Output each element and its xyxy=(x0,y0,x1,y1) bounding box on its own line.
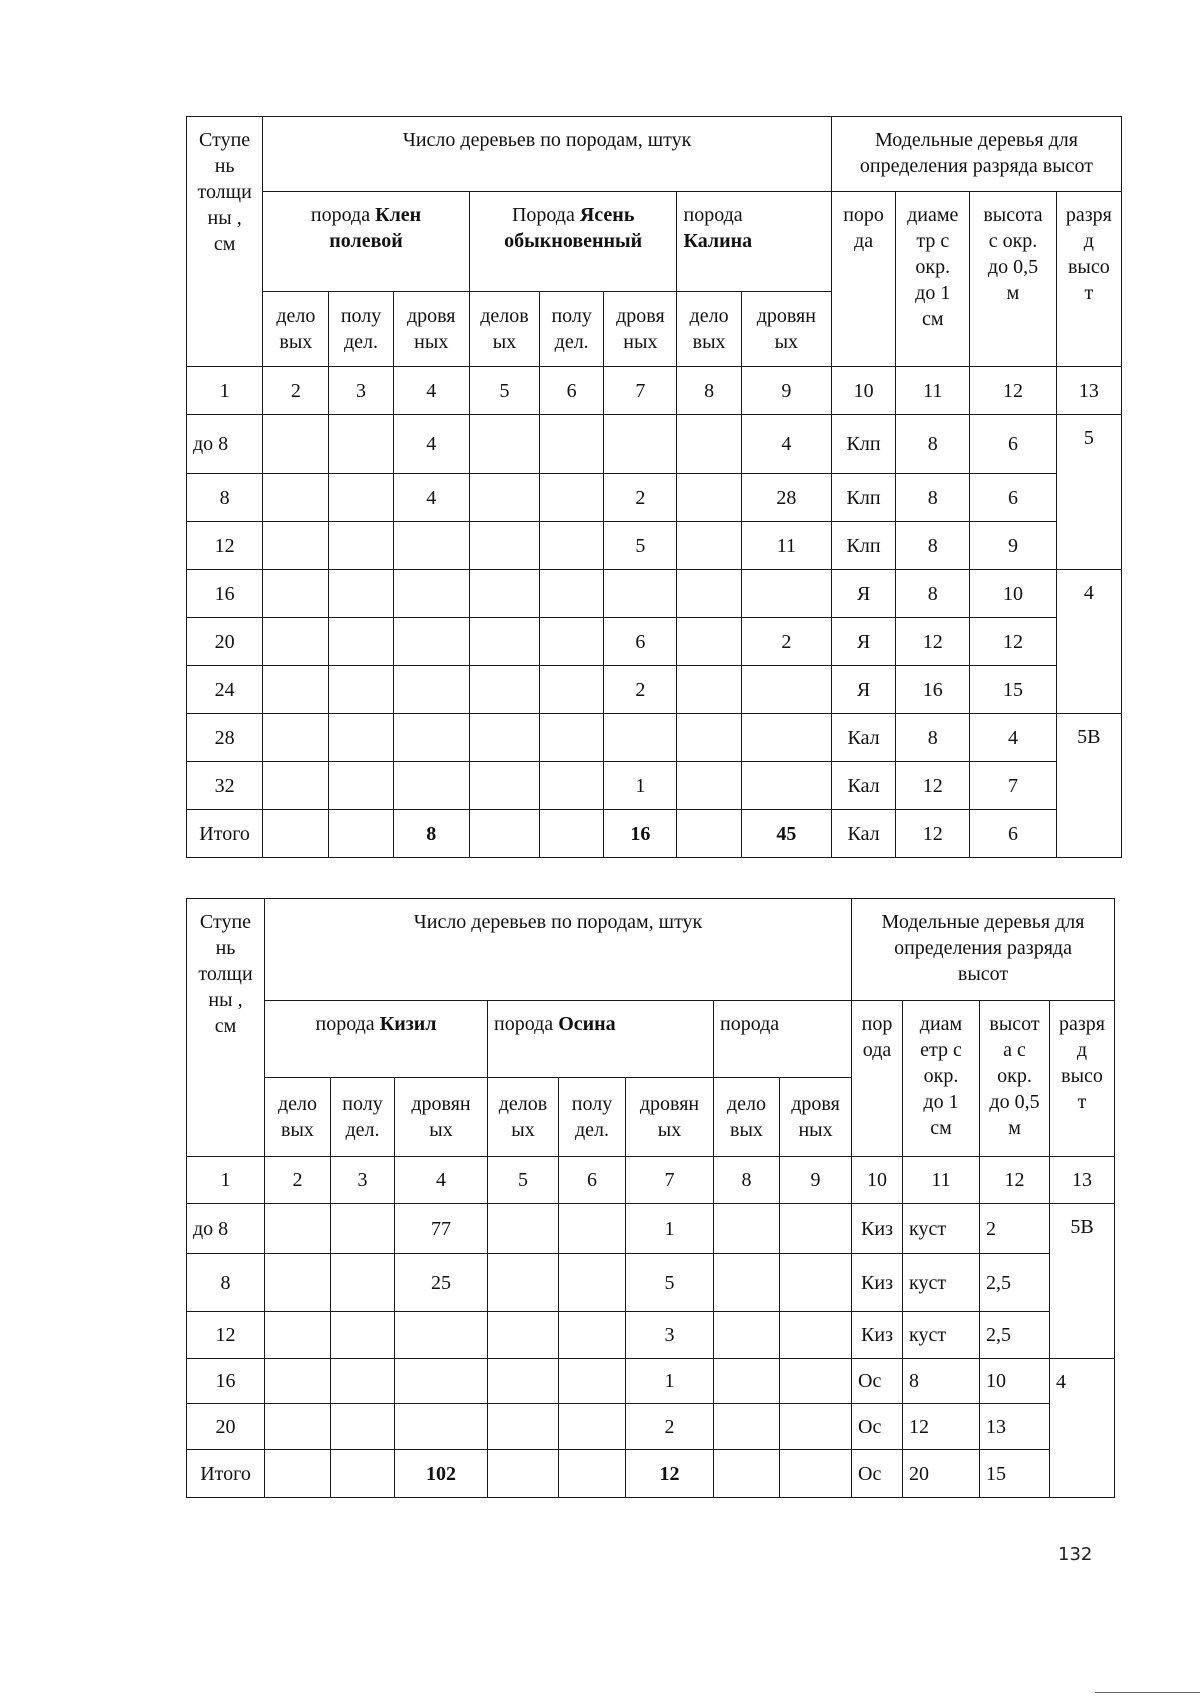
column-number: 13 xyxy=(1050,1157,1115,1204)
cell: 2 xyxy=(626,1404,714,1450)
model-diameter-header: диаме тр с окр. до 1 см xyxy=(896,192,970,367)
total-cell: 102 xyxy=(395,1450,488,1498)
column-number: 12 xyxy=(980,1157,1050,1204)
model-height-header: высот а с окр. до 0,5 м xyxy=(980,1001,1050,1157)
thickness-step-header: Ступе нь толщи ны , см xyxy=(187,899,265,1157)
cell: 24 xyxy=(187,666,263,714)
sub-header-firewood: дровя ных xyxy=(393,292,469,367)
cell: Я xyxy=(831,570,895,618)
cell xyxy=(469,474,539,522)
cell: 8 xyxy=(896,570,970,618)
model-trees-header: Модельные деревья для определения разряда высот xyxy=(831,117,1121,192)
column-number-row xyxy=(187,1157,1115,1204)
cell xyxy=(540,666,604,714)
cell: 8 xyxy=(896,474,970,522)
thickness-step-header: Ступе нь толщи ны , см xyxy=(187,117,263,367)
cell: 1 xyxy=(626,1204,714,1254)
cell: Киз xyxy=(852,1312,903,1359)
cell xyxy=(263,618,329,666)
cell xyxy=(714,1359,780,1404)
total-cell: 12 xyxy=(626,1450,714,1498)
cell: 1 xyxy=(626,1359,714,1404)
cell: куст xyxy=(903,1254,980,1312)
tree-count-table-2 xyxy=(186,898,1115,1498)
column-number: 13 xyxy=(1056,367,1121,415)
species-viburnum-header: порода Калина xyxy=(677,192,831,292)
cell xyxy=(488,1404,559,1450)
species-maple-header: порода Клен полевой xyxy=(263,192,470,292)
trees-count-header: Число деревьев по породам, штук xyxy=(263,117,832,192)
cell xyxy=(780,1359,852,1404)
cell xyxy=(263,810,329,858)
cell: 6 xyxy=(604,618,677,666)
cell: Клп xyxy=(831,522,895,570)
cell xyxy=(780,1204,852,1254)
cell: 16 xyxy=(187,1359,265,1404)
model-trees-header: Модельные деревья для определения разряда высот xyxy=(852,899,1115,1001)
cell: 12 xyxy=(896,810,970,858)
cell xyxy=(540,714,604,762)
column-number: 10 xyxy=(831,367,895,415)
cell xyxy=(714,1404,780,1450)
cell xyxy=(714,1204,780,1254)
cell: 15 xyxy=(970,666,1056,714)
model-height-header: высота с окр. до 0,5 м xyxy=(970,192,1056,367)
model-species-header: поро да xyxy=(831,192,895,367)
height-class-cell: 5 xyxy=(1056,415,1121,570)
cell: 12 xyxy=(896,618,970,666)
cell: 5 xyxy=(626,1254,714,1312)
cell: 12 xyxy=(187,1312,265,1359)
cell xyxy=(741,666,831,714)
column-number: 5 xyxy=(488,1157,559,1204)
cell: Клп xyxy=(831,474,895,522)
sub-header-semibusiness: полу дел. xyxy=(559,1078,626,1157)
cell xyxy=(469,810,539,858)
cell: 20 xyxy=(903,1450,980,1498)
cell xyxy=(677,522,741,570)
species-aspen-header: порода Осина xyxy=(488,1001,714,1078)
cell: 6 xyxy=(970,415,1056,474)
cell xyxy=(469,415,539,474)
cell xyxy=(331,1204,395,1254)
cell: 2 xyxy=(741,618,831,666)
cell: до 8 xyxy=(187,1204,265,1254)
cell: 4 xyxy=(970,714,1056,762)
sub-header-business: делов ых xyxy=(469,292,539,367)
cell xyxy=(395,1312,488,1359)
cell: 5 xyxy=(604,522,677,570)
column-number: 6 xyxy=(540,367,604,415)
cell xyxy=(540,522,604,570)
cell xyxy=(263,415,329,474)
total-cell: 16 xyxy=(604,810,677,858)
cell xyxy=(559,1254,626,1312)
cell xyxy=(393,762,469,810)
cell: 12 xyxy=(896,762,970,810)
sub-header-firewood: дровян ых xyxy=(395,1078,488,1157)
height-class-cell: 5В xyxy=(1050,1204,1115,1359)
cell xyxy=(540,570,604,618)
cell xyxy=(559,1404,626,1450)
column-number: 3 xyxy=(329,367,393,415)
column-number: 9 xyxy=(780,1157,852,1204)
cell: 32 xyxy=(187,762,263,810)
cell xyxy=(393,570,469,618)
total-cell: 8 xyxy=(393,810,469,858)
sub-header-firewood: дровя ных xyxy=(780,1078,852,1157)
cell xyxy=(331,1312,395,1359)
sub-header-business: дело вых xyxy=(714,1078,780,1157)
table-row xyxy=(187,474,1122,522)
cell: 9 xyxy=(970,522,1056,570)
cell: 15 xyxy=(980,1450,1050,1498)
cell: 25 xyxy=(395,1254,488,1312)
model-species-header: пор ода xyxy=(852,1001,903,1157)
cell: 20 xyxy=(187,1404,265,1450)
cell: 2 xyxy=(604,474,677,522)
cell xyxy=(393,618,469,666)
cell xyxy=(263,522,329,570)
table-row xyxy=(187,1404,1115,1450)
cell xyxy=(604,570,677,618)
cell: Ос xyxy=(852,1359,903,1404)
cell: 6 xyxy=(970,474,1056,522)
cell xyxy=(559,1204,626,1254)
cell xyxy=(265,1450,331,1498)
cell xyxy=(329,762,393,810)
cell xyxy=(395,1404,488,1450)
column-number: 11 xyxy=(903,1157,980,1204)
cell xyxy=(263,762,329,810)
column-number: 11 xyxy=(896,367,970,415)
cell xyxy=(265,1312,331,1359)
cell: 20 xyxy=(187,618,263,666)
total-row xyxy=(187,810,1122,858)
cell xyxy=(331,1254,395,1312)
cell: 2 xyxy=(604,666,677,714)
cell xyxy=(559,1359,626,1404)
cell xyxy=(469,570,539,618)
total-row xyxy=(187,1450,1115,1498)
cell xyxy=(780,1450,852,1498)
cell xyxy=(559,1450,626,1498)
species-empty-header: порода xyxy=(714,1001,852,1078)
cell: 8 xyxy=(187,1254,265,1312)
cell: 16 xyxy=(896,666,970,714)
cell: 6 xyxy=(970,810,1056,858)
cell xyxy=(604,714,677,762)
cell xyxy=(469,618,539,666)
cell xyxy=(677,762,741,810)
cell xyxy=(393,522,469,570)
cell xyxy=(559,1312,626,1359)
sub-header-business: делов ых xyxy=(488,1078,559,1157)
cell xyxy=(488,1359,559,1404)
height-class-cell: 5В xyxy=(1056,714,1121,858)
cell xyxy=(329,570,393,618)
total-label: Итого xyxy=(187,810,263,858)
height-class-header: разря д высо т xyxy=(1050,1001,1115,1157)
cell: 16 xyxy=(187,570,263,618)
cell: 12 xyxy=(970,618,1056,666)
cell: 4 xyxy=(741,415,831,474)
cell: 10 xyxy=(970,570,1056,618)
cell: Киз xyxy=(852,1204,903,1254)
cell xyxy=(741,714,831,762)
height-class-header: разря д высо т xyxy=(1056,192,1121,367)
cell: Ос xyxy=(852,1450,903,1498)
column-number: 10 xyxy=(852,1157,903,1204)
column-number: 4 xyxy=(393,367,469,415)
cell xyxy=(393,714,469,762)
model-diameter-header: диам етр с окр. до 1 см xyxy=(903,1001,980,1157)
trees-count-header: Число деревьев по породам, штук xyxy=(265,899,852,1001)
column-number: 8 xyxy=(714,1157,780,1204)
cell xyxy=(540,762,604,810)
table-row xyxy=(187,1312,1115,1359)
column-number: 2 xyxy=(263,367,329,415)
cell: 10 xyxy=(980,1359,1050,1404)
cell xyxy=(488,1312,559,1359)
cell: 28 xyxy=(187,714,263,762)
cell xyxy=(488,1204,559,1254)
cell xyxy=(329,618,393,666)
cell xyxy=(469,762,539,810)
cell xyxy=(329,666,393,714)
cell: Киз xyxy=(852,1254,903,1312)
cell xyxy=(677,810,741,858)
column-number: 7 xyxy=(626,1157,714,1204)
cell: 8 xyxy=(187,474,263,522)
cell: куст xyxy=(903,1312,980,1359)
cell xyxy=(714,1450,780,1498)
cell: Клп xyxy=(831,415,895,474)
cell xyxy=(263,666,329,714)
sub-header-firewood: дровян ых xyxy=(626,1078,714,1157)
cell xyxy=(469,666,539,714)
cell xyxy=(329,415,393,474)
cell xyxy=(741,570,831,618)
cell xyxy=(331,1359,395,1404)
sub-header-firewood: дровя ных xyxy=(604,292,677,367)
page-number: 132 xyxy=(1058,1544,1093,1565)
cell: Кал xyxy=(831,810,895,858)
total-label: Итого xyxy=(187,1450,265,1498)
cell: куст xyxy=(903,1204,980,1254)
cell xyxy=(263,474,329,522)
cell: 8 xyxy=(896,714,970,762)
cell xyxy=(677,474,741,522)
height-class-cell: 4 xyxy=(1050,1359,1115,1498)
cell: 1 xyxy=(604,762,677,810)
column-number: 7 xyxy=(604,367,677,415)
cell xyxy=(780,1404,852,1450)
height-class-cell: 4 xyxy=(1056,570,1121,714)
cell xyxy=(677,570,741,618)
column-number: 9 xyxy=(741,367,831,415)
column-number: 5 xyxy=(469,367,539,415)
cell xyxy=(540,618,604,666)
column-number: 12 xyxy=(970,367,1056,415)
cell: 2,5 xyxy=(980,1254,1050,1312)
cell xyxy=(331,1450,395,1498)
cell xyxy=(393,666,469,714)
cell: 28 xyxy=(741,474,831,522)
cell: Я xyxy=(831,618,895,666)
cell xyxy=(329,810,393,858)
cell xyxy=(488,1450,559,1498)
cell xyxy=(714,1312,780,1359)
table-row xyxy=(187,762,1122,810)
cell xyxy=(540,474,604,522)
cell: до 8 xyxy=(187,415,263,474)
sub-header-business: дело вых xyxy=(265,1078,331,1157)
column-number: 3 xyxy=(331,1157,395,1204)
cell: 11 xyxy=(741,522,831,570)
cell: Я xyxy=(831,666,895,714)
sub-header-semibusiness: полу дел. xyxy=(540,292,604,367)
cell xyxy=(469,714,539,762)
cell xyxy=(331,1404,395,1450)
species-dogwood-header: порода Кизил xyxy=(265,1001,488,1078)
cell xyxy=(741,762,831,810)
cell xyxy=(469,522,539,570)
cell xyxy=(488,1254,559,1312)
cell: 8 xyxy=(896,522,970,570)
table-row xyxy=(187,1204,1115,1254)
table-row xyxy=(187,522,1122,570)
cell: Ос xyxy=(852,1404,903,1450)
sub-header-semibusiness: полу дел. xyxy=(329,292,393,367)
sub-header-business: дело вых xyxy=(677,292,741,367)
cell: 2,5 xyxy=(980,1312,1050,1359)
table-row xyxy=(187,1359,1115,1404)
column-number: 4 xyxy=(395,1157,488,1204)
cell: 2 xyxy=(980,1204,1050,1254)
cell xyxy=(263,714,329,762)
column-number: 6 xyxy=(559,1157,626,1204)
cell xyxy=(265,1204,331,1254)
cell xyxy=(265,1404,331,1450)
cell xyxy=(329,522,393,570)
cell xyxy=(395,1359,488,1404)
cell xyxy=(265,1254,331,1312)
cell: 7 xyxy=(970,762,1056,810)
cell: 8 xyxy=(896,415,970,474)
cell xyxy=(677,618,741,666)
column-number-row xyxy=(187,367,1122,415)
cell xyxy=(540,415,604,474)
cell: 77 xyxy=(395,1204,488,1254)
table-row xyxy=(187,1254,1115,1312)
cell xyxy=(265,1359,331,1404)
cell xyxy=(677,714,741,762)
total-cell: 45 xyxy=(741,810,831,858)
cell: 13 xyxy=(980,1404,1050,1450)
table-row xyxy=(187,618,1122,666)
sub-header-business: дело вых xyxy=(263,292,329,367)
cell: 3 xyxy=(626,1312,714,1359)
cell xyxy=(677,666,741,714)
cell xyxy=(540,810,604,858)
cell: 12 xyxy=(187,522,263,570)
footer-divider xyxy=(1095,1692,1200,1693)
sub-header-semibusiness: полу дел. xyxy=(331,1078,395,1157)
cell: Кал xyxy=(831,714,895,762)
cell xyxy=(604,415,677,474)
column-number: 2 xyxy=(265,1157,331,1204)
table-row xyxy=(187,666,1122,714)
sub-header-firewood: дровян ых xyxy=(741,292,831,367)
cell xyxy=(780,1254,852,1312)
species-ash-header: Порода Ясень обыкновенный xyxy=(469,192,677,292)
cell xyxy=(677,415,741,474)
cell: 4 xyxy=(393,474,469,522)
column-number: 1 xyxy=(187,1157,265,1204)
cell xyxy=(780,1312,852,1359)
table-row xyxy=(187,415,1122,474)
column-number: 8 xyxy=(677,367,741,415)
cell xyxy=(329,474,393,522)
cell: 8 xyxy=(903,1359,980,1404)
table-row xyxy=(187,714,1122,762)
cell: 4 xyxy=(393,415,469,474)
cell: Кал xyxy=(831,762,895,810)
table-row xyxy=(187,570,1122,618)
tree-count-table-1 xyxy=(186,116,1122,858)
cell xyxy=(263,570,329,618)
cell xyxy=(329,714,393,762)
cell: 12 xyxy=(903,1404,980,1450)
cell xyxy=(714,1254,780,1312)
column-number: 1 xyxy=(187,367,263,415)
